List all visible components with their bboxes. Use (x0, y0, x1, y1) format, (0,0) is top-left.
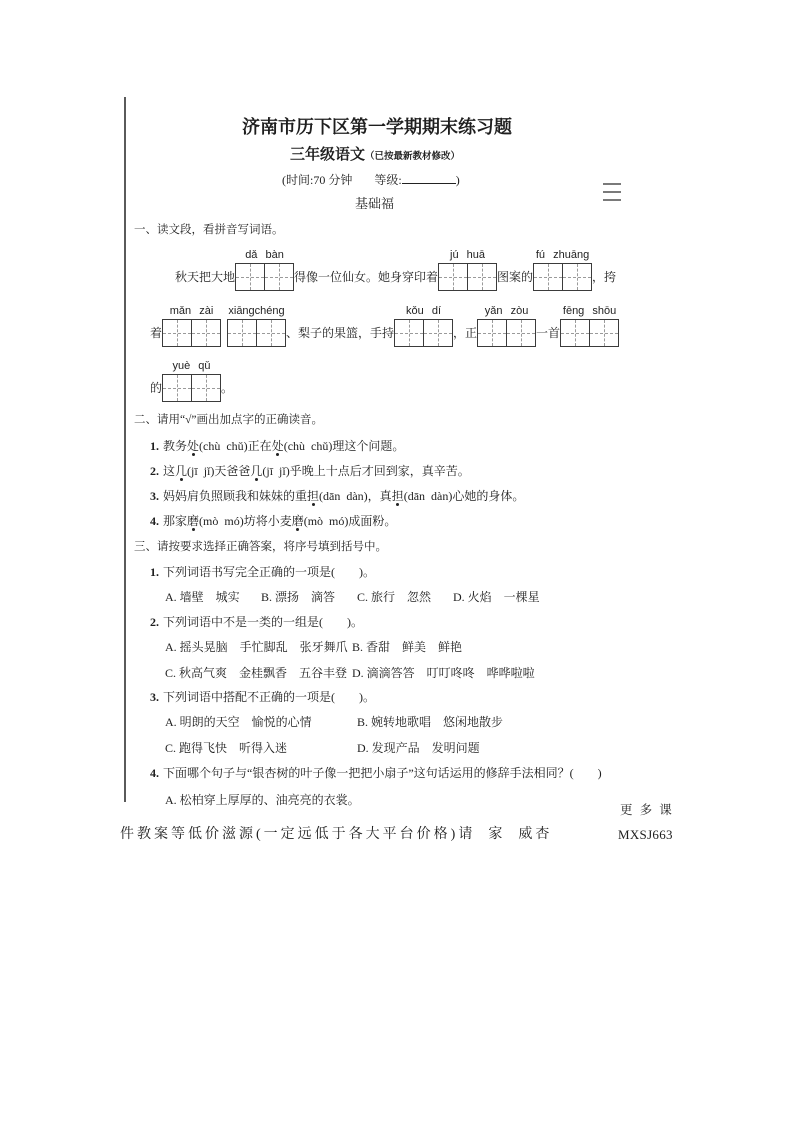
item-text: (jī jǐ)天爸爸 (187, 464, 251, 478)
dotted-char: 磨 (291, 514, 304, 528)
item-text: (chù chǔ)理这个问题。 (283, 439, 405, 453)
pronunciation-item-4 (150, 513, 396, 529)
writing-cell (439, 264, 468, 290)
writing-cell (534, 264, 563, 290)
item-text: (mò mó)成面粉。 (303, 514, 397, 528)
option-c: C. 旅行 忽然 (357, 590, 432, 604)
question-1-stem (150, 564, 375, 580)
dotted-char: 处 (187, 439, 200, 453)
passage-text: 、梨子的果篮，手持 (286, 326, 395, 340)
pinyin-label: kǒu dí (406, 305, 442, 317)
writing-cell (561, 320, 590, 346)
question-3-options-ab (165, 714, 503, 730)
writing-cells (477, 319, 536, 347)
writing-cell (507, 320, 535, 346)
pinyin-label: yǎn zòu (484, 305, 529, 317)
item-text: 教务 (163, 439, 188, 453)
option-b: B. 香甜 鲜美 鲜艳 (352, 640, 463, 654)
part-label: 基础福 (355, 196, 395, 211)
writing-cell (265, 264, 293, 290)
option-d: D. 发现产品 发明问题 (357, 741, 480, 755)
more-label: 更 多 课 (620, 803, 674, 817)
passage-text: ，挎 (592, 270, 617, 284)
writing-cell (424, 320, 452, 346)
option-a: A. 明朗的天空 愉悦的心情 (165, 715, 312, 729)
answer-box-group (533, 248, 592, 291)
section3-heading: 三、请按要求选择正确答案，将序号填到括号中。 (134, 541, 387, 553)
subtitle-note: （已按最新教材修改） (365, 152, 461, 162)
three-lines-icon (603, 183, 621, 203)
question-3-stem (150, 689, 375, 705)
option-c: C. 秋高气爽 金桂飘香 五谷丰登 (165, 666, 348, 680)
writing-cells (533, 263, 592, 291)
writing-cell (163, 320, 192, 346)
writing-cells (438, 263, 497, 291)
question-2-options-cd (165, 665, 535, 681)
option-b: B. 漂扬 滴答 (261, 590, 336, 604)
question-1-options (165, 589, 540, 605)
time-label: (时间:70 分钟 (282, 173, 353, 187)
writing-cell (257, 320, 285, 346)
passage-text: 一首 (536, 326, 561, 340)
passage-text: 。 (221, 381, 234, 395)
writing-cells (162, 319, 221, 347)
writing-cell (163, 375, 192, 401)
fill-row-1 (175, 248, 616, 291)
dotted-char: 几 (250, 464, 263, 478)
grade-subject: 三年级语文 (290, 147, 366, 163)
pinyin-label: jú huā (450, 249, 486, 261)
answer-box-group (560, 304, 619, 347)
writing-cell (468, 264, 496, 290)
passage-text: 的 (150, 381, 163, 395)
pronunciation-item-3 (150, 488, 524, 504)
answer-box-group (227, 304, 286, 347)
dotted-char: 磨 (187, 514, 200, 528)
writing-cell (563, 264, 591, 290)
close-paren: ) (455, 173, 460, 187)
pinyin-label: fú zhuāng (535, 249, 590, 261)
item-number: 1. (150, 439, 159, 453)
icon-bar (603, 199, 621, 201)
writing-cell (192, 375, 220, 401)
icon-bar (603, 191, 621, 193)
time-grade-line (282, 172, 460, 188)
writing-cell (395, 320, 424, 346)
writing-cells (560, 319, 619, 347)
pinyin-label: fēng shōu (562, 305, 617, 317)
option-c: C. 跑得飞快 听得入迷 (165, 741, 288, 755)
dotted-char: 担 (391, 489, 404, 503)
grade-blank (402, 172, 456, 184)
option-a: A. 摇头晃脑 手忙脚乱 张牙舞爪 (165, 640, 348, 654)
footer-code: MXSJ663 (618, 827, 673, 842)
item-text: (chù chǔ)正在 (199, 439, 272, 453)
pinyin-label: xiāngchéng (228, 305, 285, 317)
passage-text: 图案的 (497, 270, 534, 284)
question-4-options (165, 792, 360, 808)
pronunciation-item-2 (150, 463, 470, 479)
pronunciation-item-1 (150, 438, 404, 454)
answer-box-group (394, 304, 453, 347)
fill-row-2 (150, 304, 619, 347)
answer-box-group (477, 304, 536, 347)
writing-cell (590, 320, 618, 346)
subtitle (290, 146, 460, 166)
question-text: 下列词语中不是一类的一组是( )。 (163, 615, 363, 629)
question-text: 下面哪个句子与“银杏树的叶子像一把把小扇子”这句话运用的修辞手法相同？( ) (163, 766, 602, 780)
writing-cell (236, 264, 265, 290)
question-2-stem (150, 614, 363, 630)
question-2-options-ab (165, 639, 462, 655)
fill-row-3 (150, 359, 233, 402)
question-text: 下列词语书写完全正确的一项是( )。 (163, 565, 375, 579)
page-edge-line (124, 97, 126, 802)
writing-cells (227, 319, 286, 347)
answer-box-group (162, 359, 221, 402)
item-number: 2. (150, 464, 159, 478)
item-text: (dān dàn)，真 (319, 489, 392, 503)
question-number: 2. (150, 615, 159, 629)
item-text: (dān dàn)心她的身体。 (403, 489, 525, 503)
item-number: 3. (150, 489, 159, 503)
option-b: B. 婉转地歌唱 悠闲地散步 (357, 715, 504, 729)
pinyin-label: yuè qǔ (172, 360, 211, 372)
item-number: 4. (150, 514, 159, 528)
writing-cells (235, 263, 294, 291)
writing-cell (478, 320, 507, 346)
question-4-stem (150, 765, 602, 781)
dotted-char: 处 (271, 439, 284, 453)
option-d: D. 火焰 一棵星 (453, 590, 540, 604)
item-text: 妈妈肩负照顾我和妹妹的重 (163, 489, 308, 503)
writing-cells (162, 374, 221, 402)
question-text: 下列词语中搭配不正确的一项是( )。 (163, 690, 375, 704)
section2-heading: 二、请用“√”画出加点字的正确读音。 (134, 414, 324, 426)
option-a: A. 松柏穿上厚厚的、油亮亮的衣裳。 (165, 793, 360, 807)
answer-box-group (438, 248, 497, 291)
answer-box-group (235, 248, 294, 291)
writing-cell (228, 320, 257, 346)
writing-cells (394, 319, 453, 347)
writing-cell (192, 320, 220, 346)
question-number: 4. (150, 766, 159, 780)
item-text: (mò mó)坊将小麦 (199, 514, 292, 528)
pinyin-label: mǎn zài (169, 305, 214, 317)
footer-promo-line: 件教案等低价滋源(一定远低于各大平台价格)请 家 威杏 (120, 827, 553, 842)
item-text: (jī jǐ)乎晚上十点后才回到家，真辛苦。 (262, 464, 470, 478)
option-d: D. 滴滴答答 叮叮咚咚 哗哗啦啦 (352, 666, 535, 680)
passage-text: 秋天把大地 (175, 270, 236, 284)
section1-heading: 一、读文段，看拼音写词语。 (134, 224, 284, 236)
answer-box-group (162, 304, 221, 347)
item-text: 这 (163, 464, 176, 478)
dotted-char: 担 (307, 489, 320, 503)
passage-text: 着 (150, 326, 163, 340)
pinyin-label: dǎ bàn (245, 249, 284, 261)
page-title: 济南市历下区第一学期期末练习题 (242, 117, 512, 137)
option-a: A. 墙壁 城实 (165, 590, 240, 604)
grade-label: 等级: (374, 173, 402, 187)
question-number: 3. (150, 690, 159, 704)
dotted-char: 几 (175, 464, 188, 478)
passage-text: 得像一位仙女。她身穿印着 (294, 270, 439, 284)
passage-text: ，正 (453, 326, 478, 340)
question-number: 1. (150, 565, 159, 579)
question-3-options-cd (165, 740, 480, 756)
icon-bar (603, 183, 621, 185)
item-text: 那家 (163, 514, 188, 528)
